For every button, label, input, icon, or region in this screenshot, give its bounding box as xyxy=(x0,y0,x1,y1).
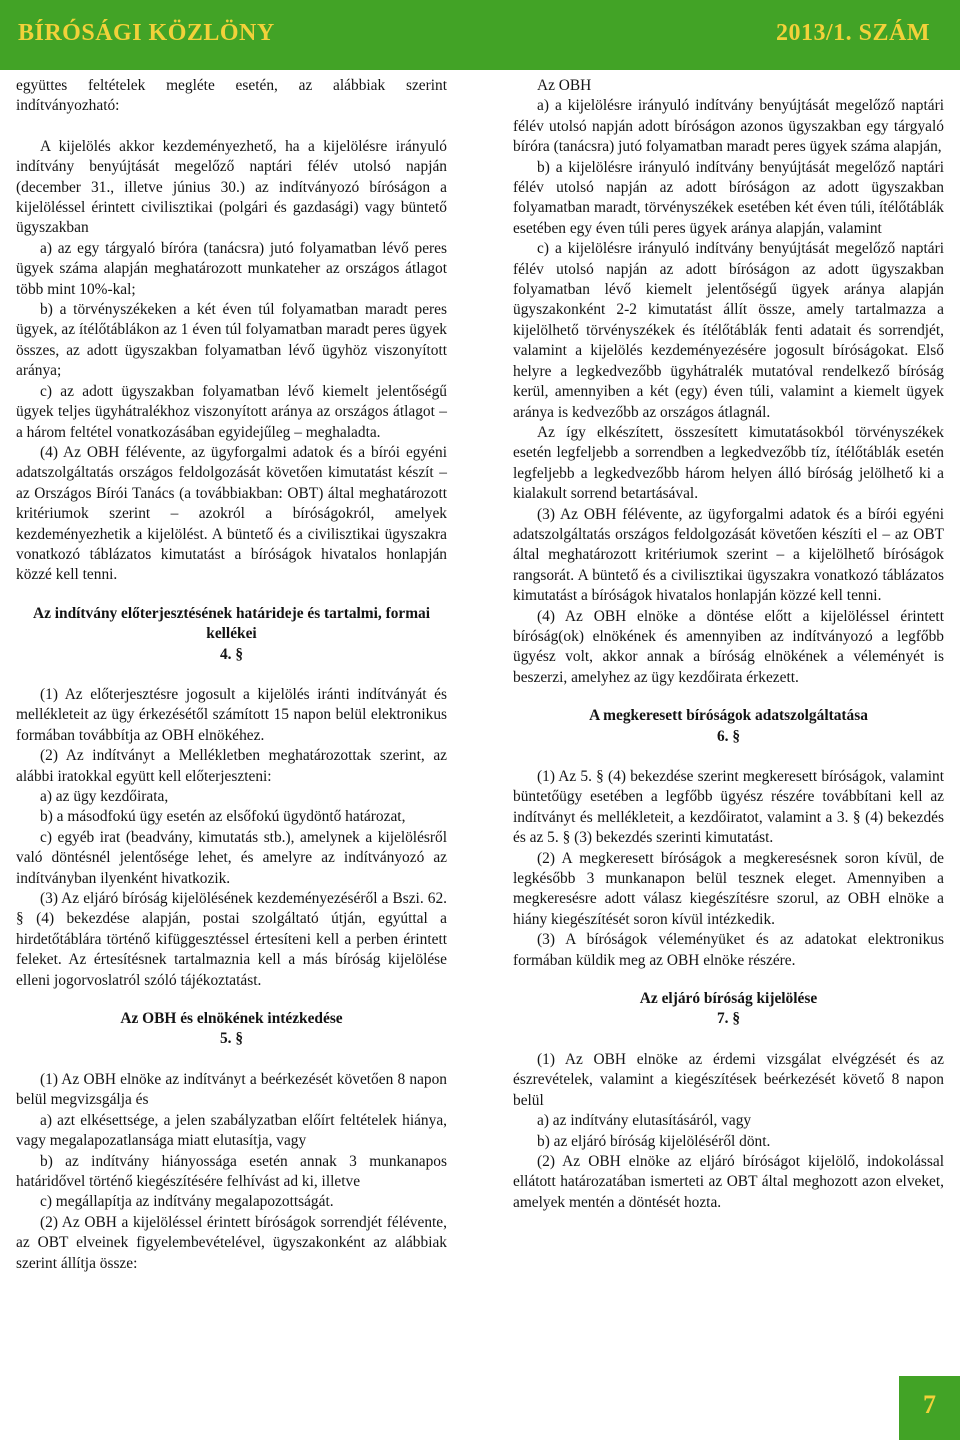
paragraph: (1) Az előterjesztésre jogosult a kijelölés iránti indítványát és mellékleteit az ügy érkezésétől számított 15 napon belül elektronikus formában továbbítja az OBH elnökéhez. xyxy=(16,685,447,744)
paragraph: (3) Az eljáró bíróság kijelölésének kezdeményezéséről a Bszi. 62. § (4) bekezdése alapján, postai szolgáltató útján, egyúttal a hirdetőtáblára történő kifüggesztéssel értesíteni kell a perben érintett feleket. Az értesítésnek tartalmaznia kell a más bíróság kijelölése elleni jogorvoslatról szóló tájékoztatást. xyxy=(16,890,447,989)
paragraph: (2) Az OBH elnöke az eljáró bíróságot kijelölő, indokolással ellátott határozatában ismerteti az OBT által meghozott azon elveket, amelyek mentén a döntését hozta. xyxy=(513,1152,944,1211)
paragraph: (2) Az indítványt a Mellékletben meghatározottak szerint, az alábbi iratokkal együtt kell előterjeszteni: xyxy=(16,747,447,785)
section-heading-6: A megkeresett bíróságok adatszolgáltatása xyxy=(589,707,868,725)
list-item: a) az indítvány elutasításáról, vagy xyxy=(537,1112,752,1130)
paragraph: (1) Az OBH elnöke az érdemi vizsgálat elvégzését és az észrevételek, valamint a kiegészítések beérkezését követő 8 napon belül xyxy=(513,1050,944,1109)
paragraph: (1) Az 5. § (4) bekezdése szerint megkeresett bíróságok, valamint büntetőügy esetében a legfőbb ügyész részére továbbítani kell az indítványt és mellékleteit, a kezdőiratot, valamint a 3. § (4) bekezdés és az 5. § (3) bekezdés szerinti kimutatást. xyxy=(513,768,944,847)
paragraph: (2) A megkeresett bíróságok a megkeresésnek soron kívül, de legkésőbb 3 munkanapon belül tesznek eleget. Amennyiben a megkeresésre adott válasz kiegészítésre szorul, az OBH elnöke a hiány kiegészítését soron kívül intézkedik. xyxy=(513,849,944,928)
paragraph: Az OBH xyxy=(537,77,592,94)
section-number-6: 6. § xyxy=(716,727,741,745)
paragraph: A kijelölés akkor kezdeményezhető, ha a kijelölésre irányuló indítvány benyújtását megelőző naptári félév utolsó napján (december 31., illetve június 30.) az indítványozó bíróságon a kijelöléssel érintett civilisztikai (polgári és gazdasági) vagy büntető ügyszakban xyxy=(16,137,447,237)
paragraph: (3) Az OBH félévente, az ügyforgalmi adatok és a bírói egyéni adatszolgáltatás országos feldolgozását követően készíti el – az OBT által meghatározott kritériumok szerint – a kijelölhető bíróságok rangsorát. A büntető és a civilisztikai ügyszakra vonatkozó táblázatos kimutatást a bíróságok hivatalos honlapján közzé kell tenni. xyxy=(513,505,944,605)
paragraph: (3) A bíróságok véleményüket és az adatokat elektronikus formában küldik meg az OBH elnöke részére. xyxy=(513,931,944,969)
page-number-box xyxy=(899,1376,960,1440)
section-number-7: 7. § xyxy=(716,1010,741,1028)
paragraph: a) az egy tárgyaló bíróra (tanácsra) jutó folyamatban lévő peres ügyek száma alapján meghatározott munkateher az országos átlagot több mint 10%-kal; xyxy=(16,239,447,298)
paragraph: (4) Az OBH elnöke a döntése előtt a kijelöléssel érintett bíróság(ok) elnökének és amennyiben az indítványozó a legfőbb ügyész volt, akkor annak a bíróság elnökének a véleményét is beszerzi, amelyhez az ügy kezdőirata érkezett. xyxy=(513,607,944,686)
section-heading-5: Az OBH és elnökének intézkedése xyxy=(120,1010,343,1028)
section-number-4: 4. § xyxy=(219,645,244,663)
paragraph: Az így elkészített, összesített kimutatásokból törvényszékek esetén legfeljebb a sorrendben a legkedvezőbb tíz, ítélőtáblák esetén legfeljebb a legkedvezőbb három helyen álló bíróság jelölhető ki a kialakult sorrend betartásával. xyxy=(513,423,944,503)
left-column xyxy=(16,76,447,1274)
right-column xyxy=(513,76,944,1213)
list-item: c) megállapítja az indítvány megalapozottságát. xyxy=(40,1193,334,1211)
section-heading-4: Az indítvány előterjesztésének határideje és tartalmi, formai kellékei xyxy=(32,604,431,643)
journal-title: BÍRÓSÁGI KÖZLÖNY xyxy=(18,20,275,46)
issue-number: 2013/1. SZÁM xyxy=(775,20,930,46)
list-item: b) az indítvány hiányossága esetén annak 3 munkanapos határidővel történő kiegészítésére felhívást ad ki, illetve xyxy=(16,1152,447,1190)
paragraph: (2) Az OBH a kijelöléssel érintett bíróságok sorrendjét félévente, az OBT elveinek figyelembevételével, ügyszakonként az alábbiak szerint állítja össze: xyxy=(16,1213,447,1272)
list-item: a) a kijelölésre irányuló indítvány benyújtását megelőző naptári félév utolsó napján adott bíróságon azonos ügyszakban egy tárgyaló bíróra (tanácsra) jutó folyamatban maradt peres ügyek száma alapján, xyxy=(513,97,944,156)
list-item: a) azt elkésettsége, a jelen szabályzatban előírt feltételek hiánya, vagy megalapozatlansága miatt elutasítja, vagy xyxy=(16,1111,447,1150)
paragraph: (1) Az OBH elnöke az indítványt a beérkezését követően 8 napon belül megvizsgálja és xyxy=(16,1070,447,1109)
list-item: a) az ügy kezdőirata, xyxy=(40,788,169,805)
paragraph: b) a törvényszékeken a két éven túl folyamatban maradt peres ügyek, az ítélőtáblákon az 1 éven túl folyamatban maradt peres ügyek összes, az adott ügyszakban folyamatban lévő ügyhöz viszonyított aránya; xyxy=(16,301,447,380)
list-item: c) a kijelölésre irányuló indítvány benyújtását megelőző naptári félév utolsó napján az adott bíróságon az adott ügyszakban folyamatban lévő kiemelt jelentőségű ügyek aránya alapján ügyszakonként 2-2 kimutatást állít össze, amely tartalmazza a kijelölhető törvényszékek és ítélőtáblák fenti adatait és sorrendjét, valamint a kijelölés kezdeményezésére jogosult bíróságokat. Első helyre a legkedvezőbb ügyhátralék mutatóval rendelkező bíróság kerül, amennyiben a két (egy) éven túli, valamint a kiemelt ügyek aránya is kedvezőbb az országos átlagnál. xyxy=(513,240,944,421)
paragraph: c) az adott ügyszakban folyamatban lévő kiemelt jelentőségű ügyek teljes ügyhátralékhoz viszonyított aránya az országos átlagot – a három feltétel vonatkozásában egyidejűleg – meghaladta. xyxy=(16,382,447,441)
paragraph: (4) Az OBH félévente, az ügyforgalmi adatok és a bírói egyéni adatszolgáltatás országos feldolgozását követően kimutatást készít – az Országos Bírói Tanács (a továbbiakban: OBT) által meghatározott kritériumok szerint – azokról a bíróságokról, amelyek kezdeményezhetik a kijelölést. A büntető és a civilisztikai ügyszakra vonatkozó táblázatos kimutatást a bíróságok hivatalos honlapján közzé kell tenni. xyxy=(16,443,447,584)
list-item: b) az eljáró bíróság kijelöléséről dönt. xyxy=(537,1132,771,1150)
paragraph: együttes feltételek megléte esetén, az alábbiak szerint indítványozható: xyxy=(16,77,447,115)
page-number: 7 xyxy=(923,1390,936,1419)
list-item: b) a kijelölésre irányuló indítvány benyújtását megelőző naptári félév utolsó napján az adott bíróságon az adott ügyszakban folyamatban maradt, törvényszékek esetében két éven túli, ítélőtáblák esetében egy éven túli peres ügyek aránya alapján, valamint xyxy=(513,158,944,237)
list-item: c) egyéb irat (beadvány, kimutatás stb.), amelynek a kijelölésről való döntésnél jelentősége lehet, és amelyre az indítványozó az indítványban ilyenként hivatkozik. xyxy=(16,828,447,887)
section-heading-7: Az eljáró bíróság kijelölése xyxy=(639,990,818,1008)
list-item: b) a másodfokú ügy esetén az elsőfokú ügydöntő határozat, xyxy=(40,808,406,826)
page-header xyxy=(0,0,960,70)
section-number-5: 5. § xyxy=(219,1030,244,1048)
